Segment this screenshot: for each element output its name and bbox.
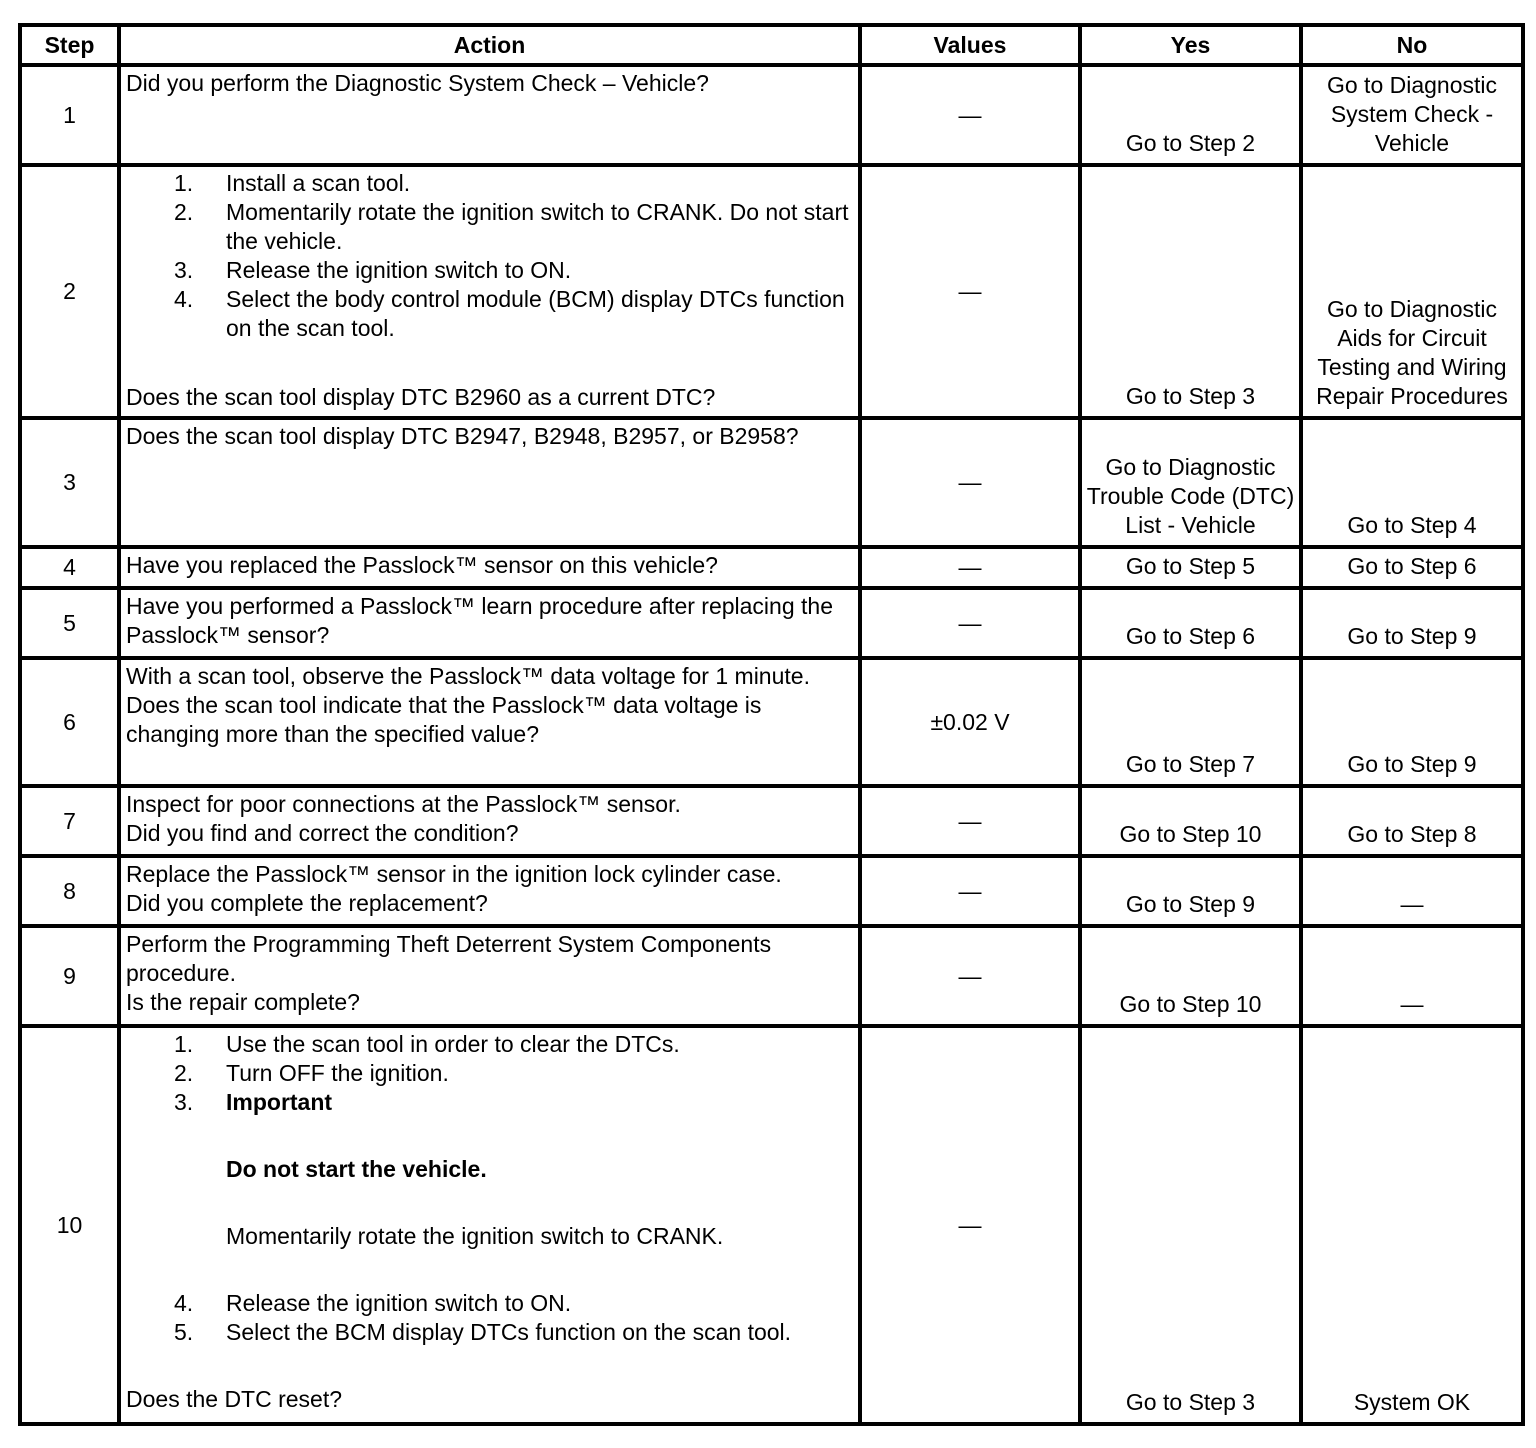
important-note: Do not start the vehicle.	[226, 1156, 487, 1182]
header-row	[20, 25, 1523, 65]
list-item: 3. Important	[126, 1088, 854, 1117]
action-cell	[119, 926, 860, 1026]
action-cell	[119, 786, 860, 856]
action-instruction: Perform the Programming Theft Deterrent System Components procedure.	[126, 931, 772, 986]
header-step: Step	[20, 25, 119, 65]
header-values: Values	[860, 25, 1080, 65]
yes-cell: Go to Step 10	[1080, 786, 1301, 856]
no-cell: Go to Step 6	[1301, 547, 1523, 588]
step-number: 8	[20, 856, 119, 926]
yes-cell: Go to Step 10	[1080, 926, 1301, 1026]
yes-cell: Go to Step 3	[1080, 1026, 1301, 1424]
table-row	[20, 547, 1523, 588]
value-cell: ±0.02 V	[860, 658, 1080, 786]
step-number: 9	[20, 926, 119, 1026]
list-item: 1. Install a scan tool.	[174, 170, 411, 196]
header-yes: Yes	[1080, 25, 1301, 65]
action-text: Have you replaced the Passlock™ sensor on this vehicle?	[119, 547, 860, 588]
value-cell: —	[860, 65, 1080, 165]
important-label: Important	[226, 1089, 333, 1115]
step-number: 3	[20, 418, 119, 547]
action-text: Have you performed a Passlock™ learn procedure after replacing the Passlock™ sensor?	[119, 588, 860, 658]
action-cell	[119, 165, 860, 418]
action-question: Did you complete the replacement?	[126, 890, 488, 916]
numbered-list	[126, 1289, 854, 1347]
no-cell: Go to Step 8	[1301, 786, 1523, 856]
step-number: 6	[20, 658, 119, 786]
value-cell: —	[860, 547, 1080, 588]
action-instruction: Inspect for poor connections at the Passlock™ sensor.	[126, 791, 681, 817]
action-cell	[119, 658, 860, 786]
action-cell	[119, 1026, 860, 1424]
table-row	[20, 786, 1523, 856]
action-text: Does the scan tool display DTC B2947, B2948, B2957, or B2958?	[119, 418, 860, 547]
yes-cell: Go to Step 6	[1080, 588, 1301, 658]
action-question: Does the scan tool display DTC B2960 as a current DTC?	[126, 384, 716, 410]
action-instruction: With a scan tool, observe the Passlock™ data voltage for 1 minute.	[126, 663, 810, 689]
yes-cell: Go to Step 7	[1080, 658, 1301, 786]
action-instruction: Replace the Passlock™ sensor in the ignition lock cylinder case.	[126, 861, 782, 887]
list-item: 2. Turn OFF the ignition.	[174, 1060, 449, 1086]
numbered-list	[126, 169, 854, 343]
yes-cell: Go to Step 2	[1080, 65, 1301, 165]
step-number: 1	[20, 65, 119, 165]
action-text: Did you perform the Diagnostic System Check – Vehicle?	[119, 65, 860, 165]
no-cell: Go to Diagnostic Aids for Circuit Testing and Wiring Repair Procedures	[1301, 165, 1523, 418]
step-number: 2	[20, 165, 119, 418]
action-cell	[119, 856, 860, 926]
table-row	[20, 418, 1523, 547]
list-item: 4. Select the body control module (BCM) display DTCs function on the scan tool.	[174, 286, 845, 341]
note-instruction: Momentarily rotate the ignition switch to CRANK.	[226, 1223, 724, 1249]
value-cell: —	[860, 1026, 1080, 1424]
value-cell: —	[860, 418, 1080, 547]
no-cell: —	[1301, 856, 1523, 926]
numbered-list	[126, 1030, 854, 1117]
no-cell: Go to Step 9	[1301, 658, 1523, 786]
table-row	[20, 856, 1523, 926]
no-cell: Go to Step 9	[1301, 588, 1523, 658]
no-cell: Go to Diagnostic System Check - Vehicle	[1301, 65, 1523, 165]
table-row	[20, 1026, 1523, 1424]
yes-cell: Go to Step 9	[1080, 856, 1301, 926]
action-question: Is the repair complete?	[126, 989, 360, 1015]
value-cell: —	[860, 786, 1080, 856]
value-cell: —	[860, 165, 1080, 418]
list-item: 2. Momentarily rotate the ignition switch to CRANK. Do not start the vehicle.	[174, 199, 849, 254]
diagnostic-table	[18, 23, 1525, 1426]
no-cell: Go to Step 4	[1301, 418, 1523, 547]
list-item: 5. Select the BCM display DTCs function on the scan tool.	[174, 1319, 792, 1345]
action-question: Did you find and correct the condition?	[126, 820, 519, 846]
no-cell: System OK	[1301, 1026, 1523, 1424]
table-row	[20, 658, 1523, 786]
yes-cell: Go to Step 5	[1080, 547, 1301, 588]
action-question: Does the scan tool indicate that the Passlock™ data voltage is changing more than the specified value?	[126, 692, 762, 747]
step-number: 4	[20, 547, 119, 588]
step-number: 7	[20, 786, 119, 856]
list-item: 3. Release the ignition switch to ON.	[174, 257, 572, 283]
header-no: No	[1301, 25, 1523, 65]
yes-cell: Go to Diagnostic Trouble Code (DTC) List - Vehicle	[1080, 418, 1301, 547]
list-item: 4. Release the ignition switch to ON.	[174, 1290, 572, 1316]
value-cell: —	[860, 856, 1080, 926]
list-item: 1. Use the scan tool in order to clear the DTCs.	[174, 1031, 680, 1057]
value-cell: —	[860, 926, 1080, 1026]
no-cell: —	[1301, 926, 1523, 1026]
action-question: Does the DTC reset?	[126, 1386, 343, 1412]
step-number: 10	[20, 1026, 119, 1424]
header-action: Action	[119, 25, 860, 65]
step-number: 5	[20, 588, 119, 658]
table-row	[20, 588, 1523, 658]
value-cell: —	[860, 588, 1080, 658]
yes-cell: Go to Step 3	[1080, 165, 1301, 418]
table-row	[20, 165, 1523, 418]
table-row	[20, 65, 1523, 165]
table-row	[20, 926, 1523, 1026]
